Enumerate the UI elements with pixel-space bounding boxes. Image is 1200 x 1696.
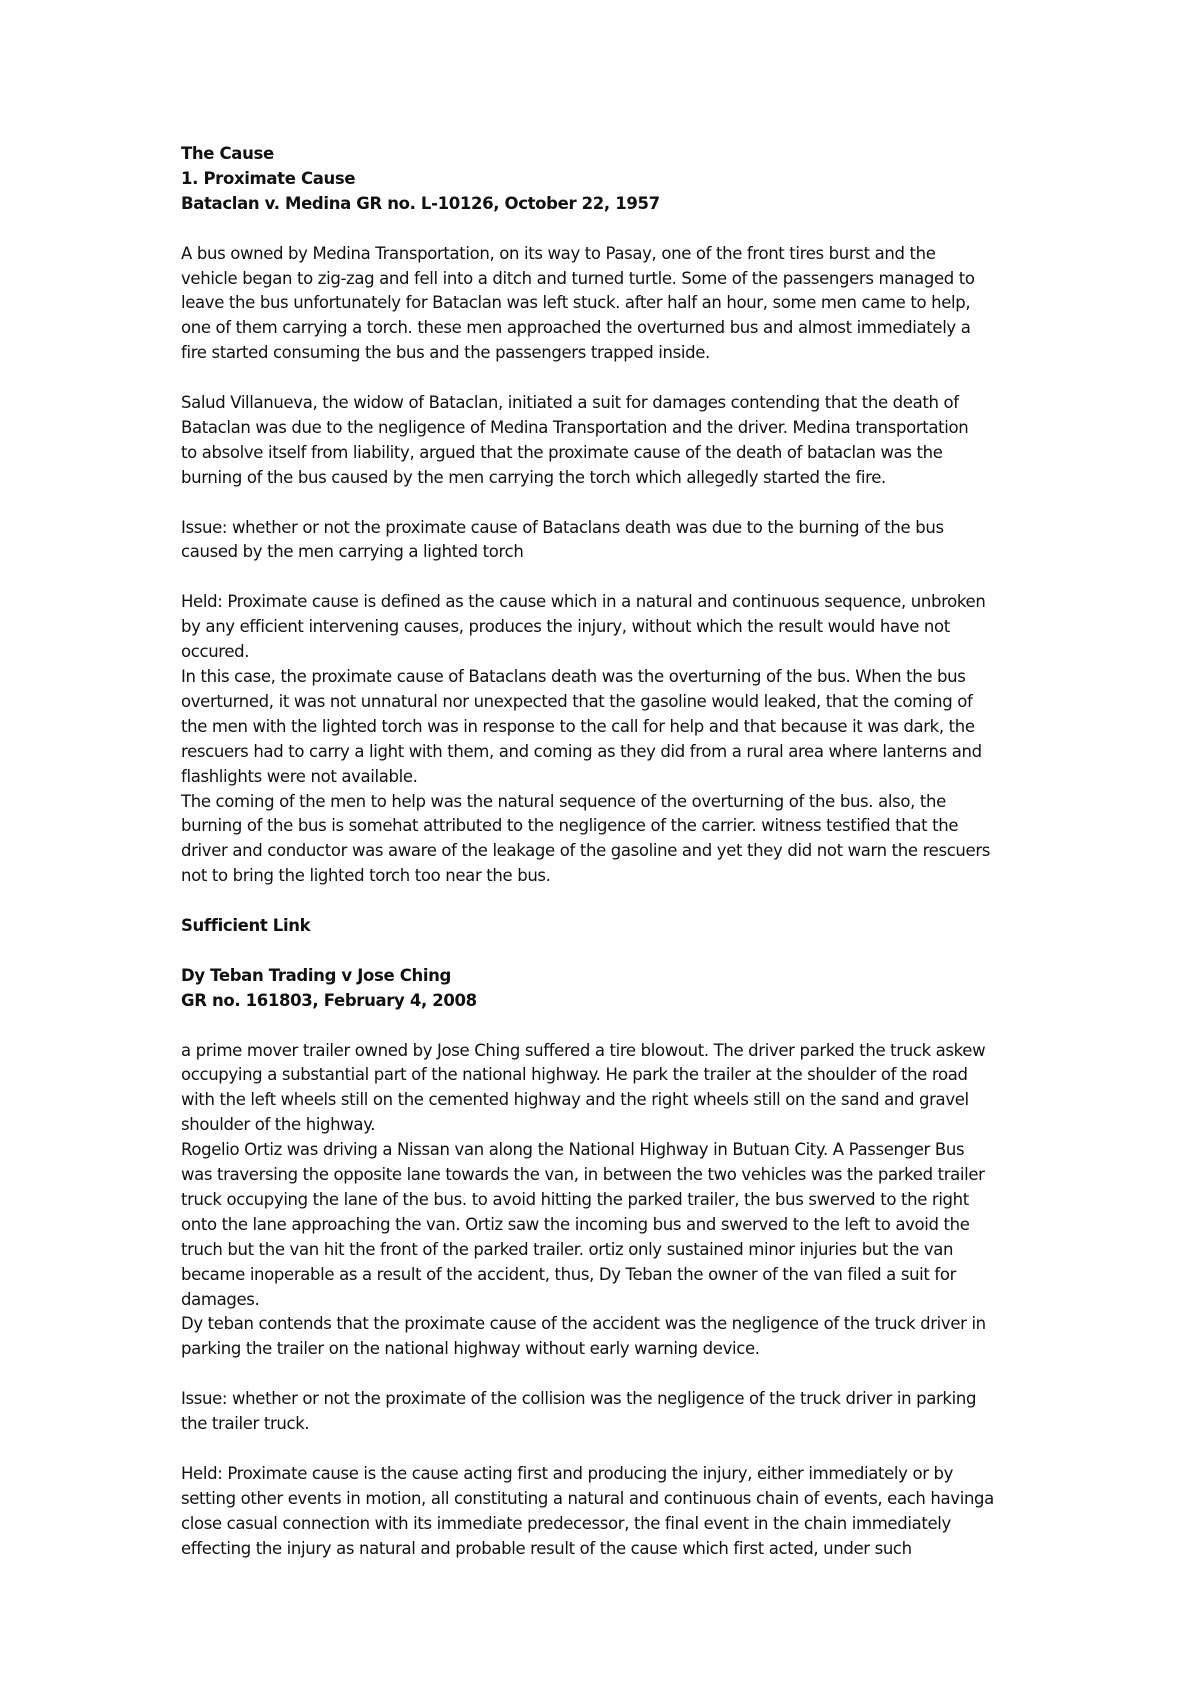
text-line: A bus owned by Medina Transportation, on its way to Pasay, one of the front tires burst and the <box>181 243 936 263</box>
text-line: The coming of the men to help was the natural sequence of the overturning of the bus. also, the <box>181 791 946 811</box>
text-line: by any efficient intervening causes, produces the injury, without which the result would have not <box>181 617 950 637</box>
spacer <box>181 1437 1041 1462</box>
case2-held <box>181 1462 1041 1562</box>
case1-held <box>181 590 1041 889</box>
case2-citation: GR no. 161803, February 4, 2008 <box>181 990 477 1010</box>
text-line: Issue: whether or not the proximate of the collision was the negligence of the truck driver in parking <box>181 1389 977 1409</box>
text-line: became inoperable as a result of the accident, thus, Dy Teban the owner of the van filed a suit for <box>181 1264 957 1284</box>
text-line: Held: Proximate cause is defined as the cause which in a natural and continuous sequence, unbroken <box>181 592 986 612</box>
spacer <box>181 1014 1041 1039</box>
spacer <box>181 366 1041 391</box>
text-line: effecting the injury as natural and probable result of the cause which first acted, under such <box>181 1538 912 1558</box>
case2-title: Dy Teban Trading v Jose Ching <box>181 965 452 985</box>
text-line: vehicle began to zig-zag and fell into a ditch and turned turtle. Some of the passengers managed to <box>181 268 975 288</box>
text-line: caused by the men carrying a lighted torch <box>181 542 524 562</box>
text-line: burning of the bus caused by the men carrying the torch which allegedly started the fire. <box>181 467 886 487</box>
text-line: burning of the bus is somehat attributed to the negligence of the carrier. witness testified that the <box>181 816 959 836</box>
text-line: onto the lane approaching the van. Ortiz saw the incoming bus and swerved to the left to avoid the <box>181 1214 970 1234</box>
text-line: the men with the lighted torch was in response to the call for help and that because it was dark, the <box>181 716 975 736</box>
text-line: Dy teban contends that the proximate cause of the accident was the negligence of the truck driver in <box>181 1314 986 1334</box>
text-line: fire started consuming the bus and the passengers trapped inside. <box>181 343 710 363</box>
case1-facts <box>181 242 1041 367</box>
text-line: rescuers had to carry a light with them, and coming as they did from a rural area where lanterns and <box>181 741 982 761</box>
text-line: Held: Proximate cause is the cause acting first and producing the injury, either immediately or by <box>181 1463 954 1483</box>
text-line: occured. <box>181 642 250 662</box>
text-line: parking the trailer on the national highway without early warning device. <box>181 1339 760 1359</box>
text-line: In this case, the proximate cause of Bataclans death was the overturning of the bus. When the bus <box>181 666 966 686</box>
text-line: with the left wheels still on the cemented highway and the right wheels still on the sand and gravel <box>181 1090 969 1110</box>
text-line: the trailer truck. <box>181 1414 310 1434</box>
text-line: was traversing the opposite lane towards the van, in between the two vehicles was the parked trailer <box>181 1165 985 1185</box>
document-title: The Cause <box>181 144 274 163</box>
case1-issue <box>181 516 1041 566</box>
text-line: occupying a substantial part of the national highway. He park the trailer at the shoulder of the road <box>181 1065 968 1085</box>
text-line: flashlights were not available. <box>181 766 418 786</box>
text-line: Salud Villanueva, the widow of Bataclan, initiated a suit for damages contending that the death of <box>181 393 959 413</box>
text-line: driver and conductor was aware of the leakage of the gasoline and yet they did not warn the rescuers <box>181 841 991 861</box>
text-line: setting other events in motion, all constituting a natural and continuous chain of events, each havinga <box>181 1488 994 1508</box>
spacer <box>181 889 1041 914</box>
text-line: damages. <box>181 1289 260 1309</box>
spacer <box>181 217 1041 242</box>
text-line: leave the bus unfortunately for Bataclan was left stuck. after half an hour, some men came to help, <box>181 293 971 313</box>
document-body <box>181 142 1041 1562</box>
text-line: not to bring the lighted torch too near the bus. <box>181 866 551 886</box>
section-heading-proximate-cause: 1. Proximate Cause <box>181 168 356 188</box>
case1-citation: Bataclan v. Medina GR no. L-10126, October 22, 1957 <box>181 193 660 213</box>
text-line: close casual connection with its immediate predecessor, the final event in the chain immediately <box>181 1513 951 1533</box>
text-line: truch but the van hit the front of the parked trailer. ortiz only sustained minor injuries but the van <box>181 1239 954 1259</box>
section-heading-sufficient-link: Sufficient Link <box>181 916 311 936</box>
case2-issue <box>181 1387 1041 1437</box>
spacer <box>181 939 1041 964</box>
text-line: overturned, it was not unnatural nor unexpected that the gasoline would leaked, that the coming of <box>181 691 973 711</box>
case2-facts <box>181 1039 1041 1363</box>
spacer <box>181 565 1041 590</box>
case1-claim <box>181 391 1041 491</box>
text-line: shoulder of the highway. <box>181 1115 376 1135</box>
text-line: a prime mover trailer owned by Jose Ching suffered a tire blowout. The driver parked the truck askew <box>181 1040 986 1060</box>
text-line: truck occupying the lane of the bus. to avoid hitting the parked trailer, the bus swerved to the right <box>181 1189 969 1209</box>
text-line: one of them carrying a torch. these men approached the overturned bus and almost immediately a <box>181 318 971 338</box>
text-line: Rogelio Ortiz was driving a Nissan van along the National Highway in Butuan City. A Passenger Bus <box>181 1140 965 1160</box>
text-line: Bataclan was due to the negligence of Medina Transportation and the driver. Medina transportation <box>181 417 969 437</box>
text-line: Issue: whether or not the proximate cause of Bataclans death was due to the burning of the bus <box>181 517 944 537</box>
text-line: to absolve itself from liability, argued that the proximate cause of the death of bataclan was the <box>181 442 943 462</box>
spacer <box>181 491 1041 516</box>
spacer <box>181 1362 1041 1387</box>
